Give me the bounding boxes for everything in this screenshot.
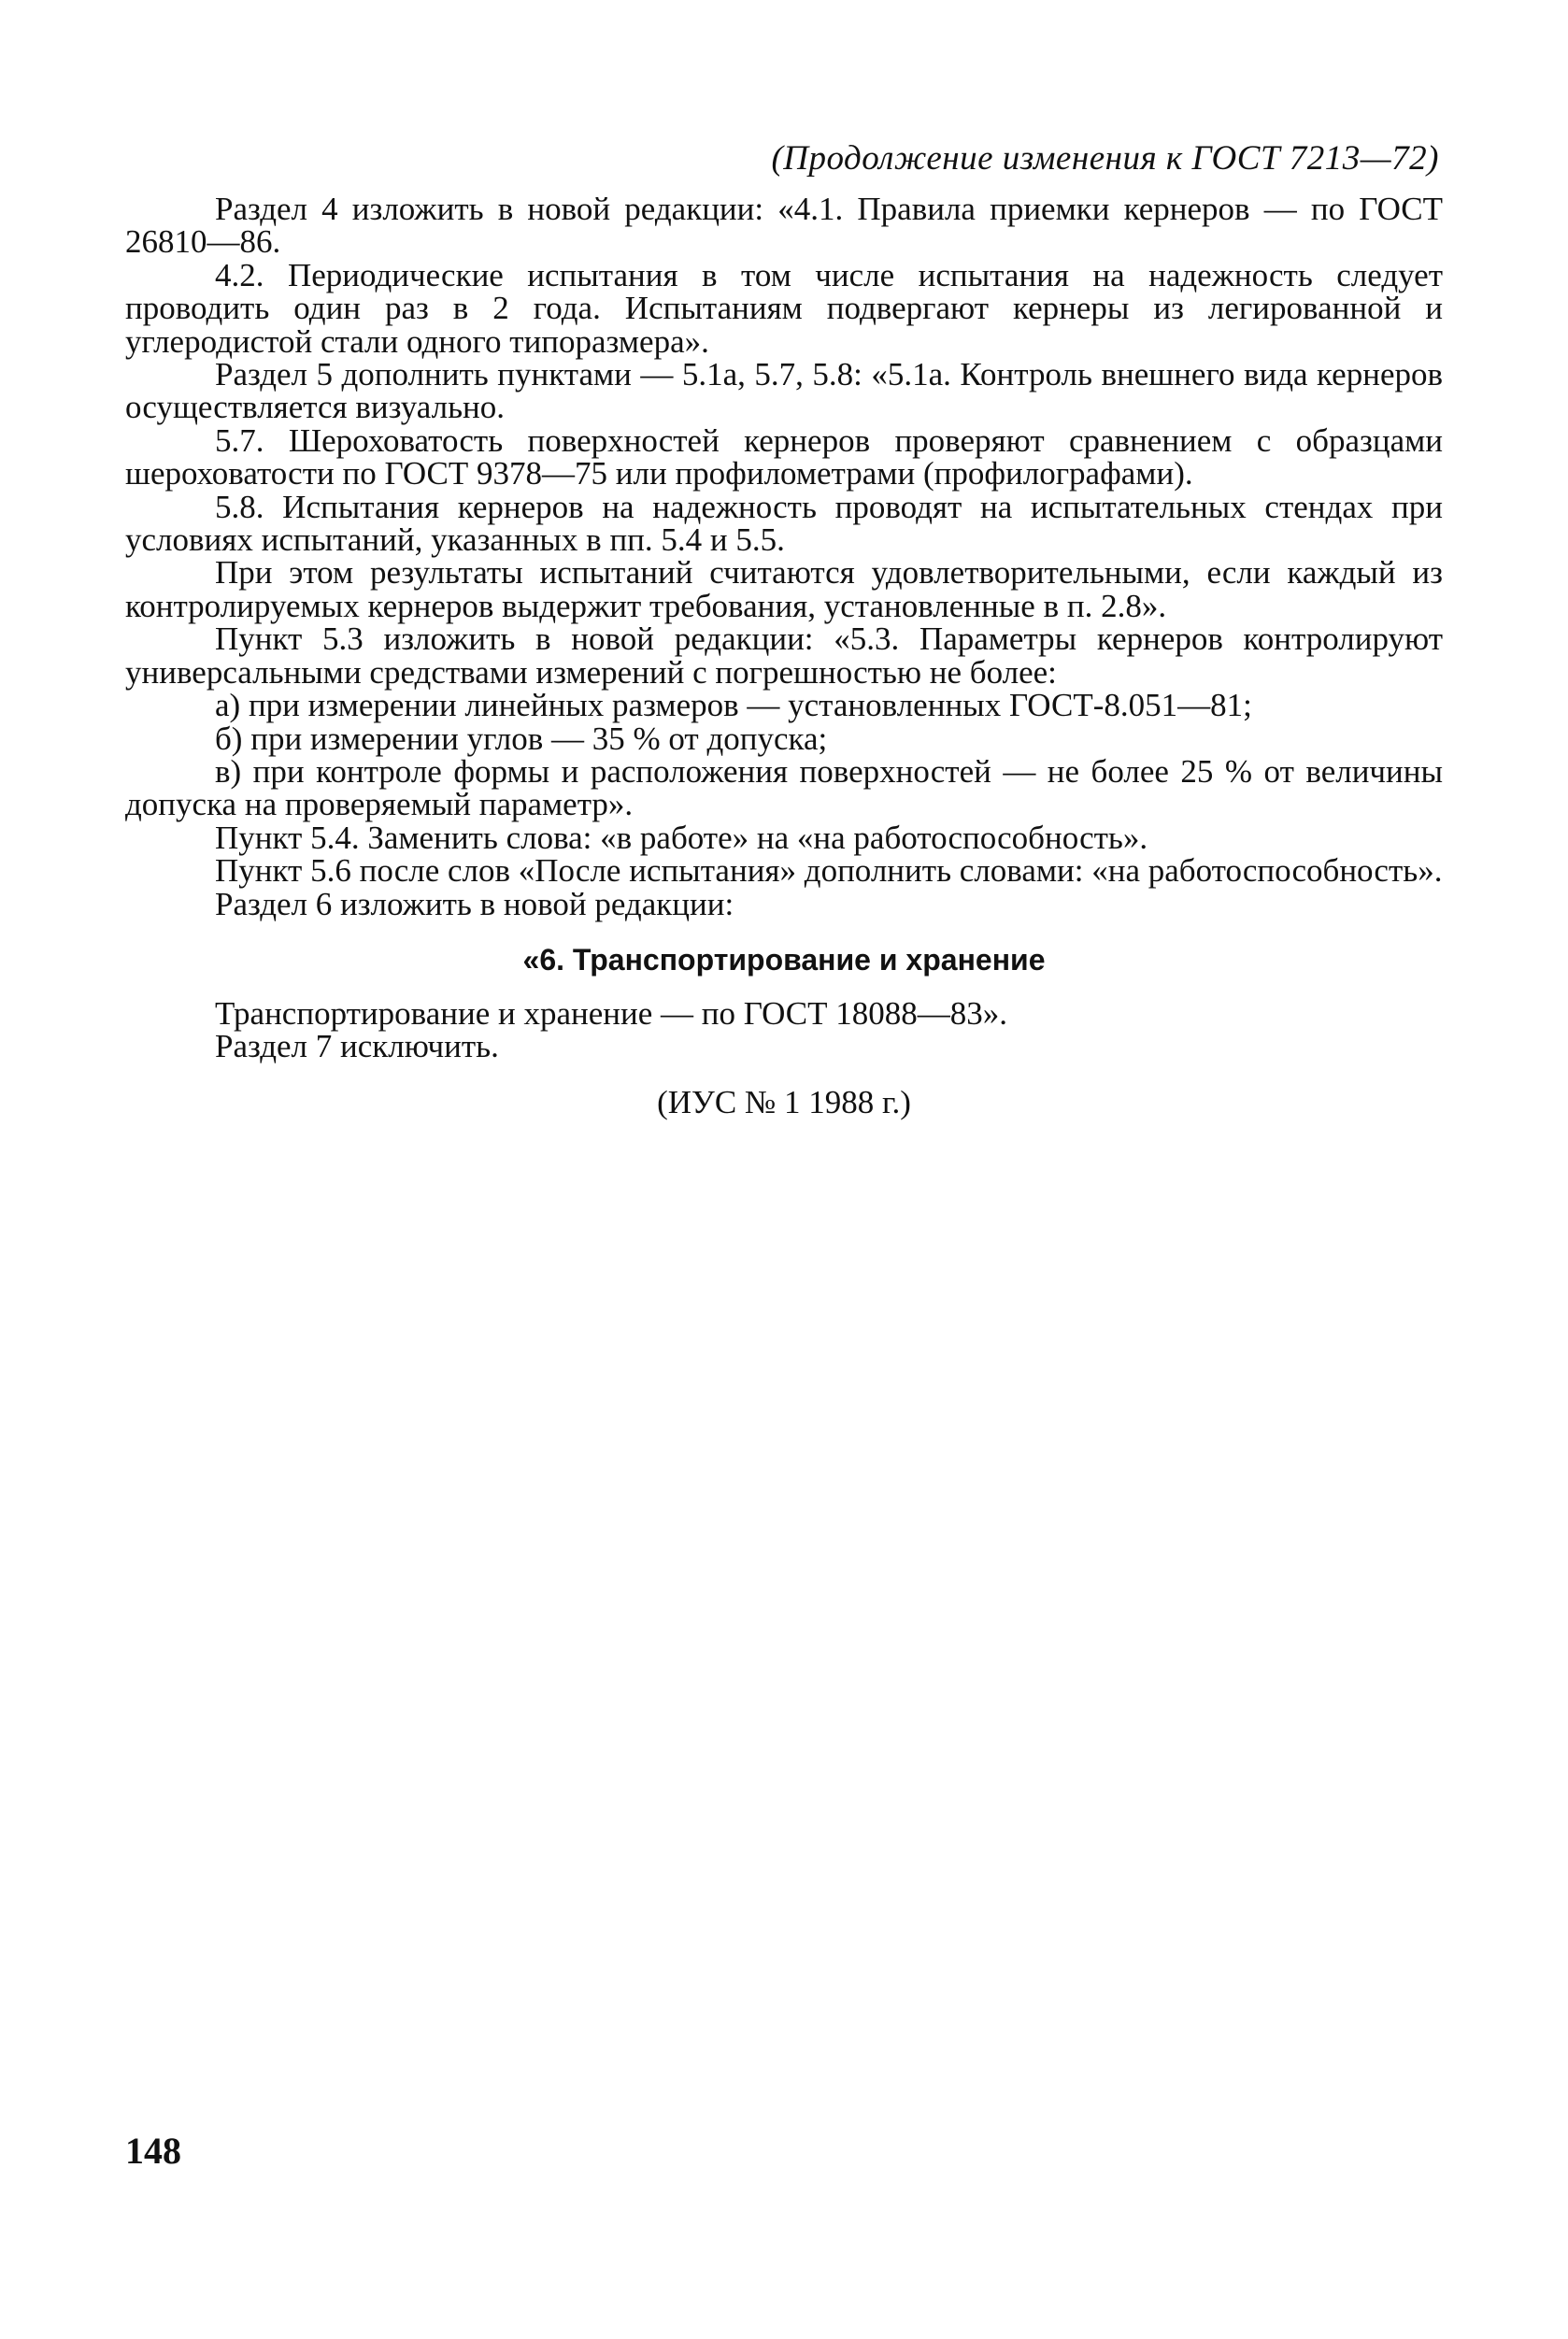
paragraph-5-7: 5.7. Шероховатость поверхностей кернеров проверяют сравнением с образцами шероховатости по ГОСТ 9378—75 или профилометрами (профилографами). (125, 421, 1443, 492)
page-number: 148 (125, 2130, 181, 2172)
paragraph-section-4: Раздел 4 изложить в новой редакции: «4.1. Правила приемки кернеров — по ГОСТ 26810—86. (125, 191, 1443, 261)
list-item-b: б) при измерении углов — 35 % от допуска; (215, 720, 828, 757)
paragraph-4-2: 4.2. Периодические испытания в том числе испытания на надежность следует проводить один раз в 2 года. Испытаниям подвергают кернеры из легированной и углеродистой стали одного типоразмера». (125, 256, 1443, 360)
list-item-a: а) при измерении линейных размеров — установленных ГОСТ-8.051—81; (215, 687, 1252, 724)
paragraph-transport: Транспортирование и хранение — по ГОСТ 18088—83». (215, 994, 1008, 1032)
paragraph-section-6: Раздел 6 изложить в новой редакции: (215, 885, 734, 922)
paragraph-5-3: Пункт 5.3 изложить в новой редакции: «5.3. Параметры кернеров контролируют универсальными средствами измерений с погрешностью не более: (125, 620, 1443, 691)
source-note: (ИУС № 1 1988 г.) (657, 1083, 911, 1120)
paragraph-results: При этом результаты испытаний считаются удовлетворительными, если каждый из контролируемых кернеров выдержит требования, установленные в п. 2.8». (125, 554, 1443, 624)
section-heading: «6. Транспортирование и хранение (522, 942, 1046, 977)
list-item-v: в) при контроле формы и расположения поверхностей — не более 25 % от величины допуска на проверяемый параметр». (125, 752, 1443, 823)
paragraph-5-6: Пункт 5.6 после слов «После испытания» дополнить словами: «на работоспособность». (215, 852, 1443, 890)
page-header: (Продолжение изменения к ГОСТ 7213—72) (771, 139, 1439, 178)
paragraph-5-4: Пункт 5.4. Заменить слова: «в работе» на «на работоспособность». (215, 819, 1148, 856)
paragraph-section-5: Раздел 5 дополнить пунктами — 5.1а, 5.7, 5.8: «5.1а. Контроль внешнего вида кернеров осуществляется визуально. (125, 356, 1443, 426)
paragraph-section-7: Раздел 7 исключить. (215, 1028, 499, 1065)
paragraph-5-8: 5.8. Испытания кернеров на надежность проводят на испытательных стендах при условиях испытаний, указанных в пп. 5.4 и 5.5. (125, 488, 1443, 559)
document-body (125, 193, 1443, 1120)
